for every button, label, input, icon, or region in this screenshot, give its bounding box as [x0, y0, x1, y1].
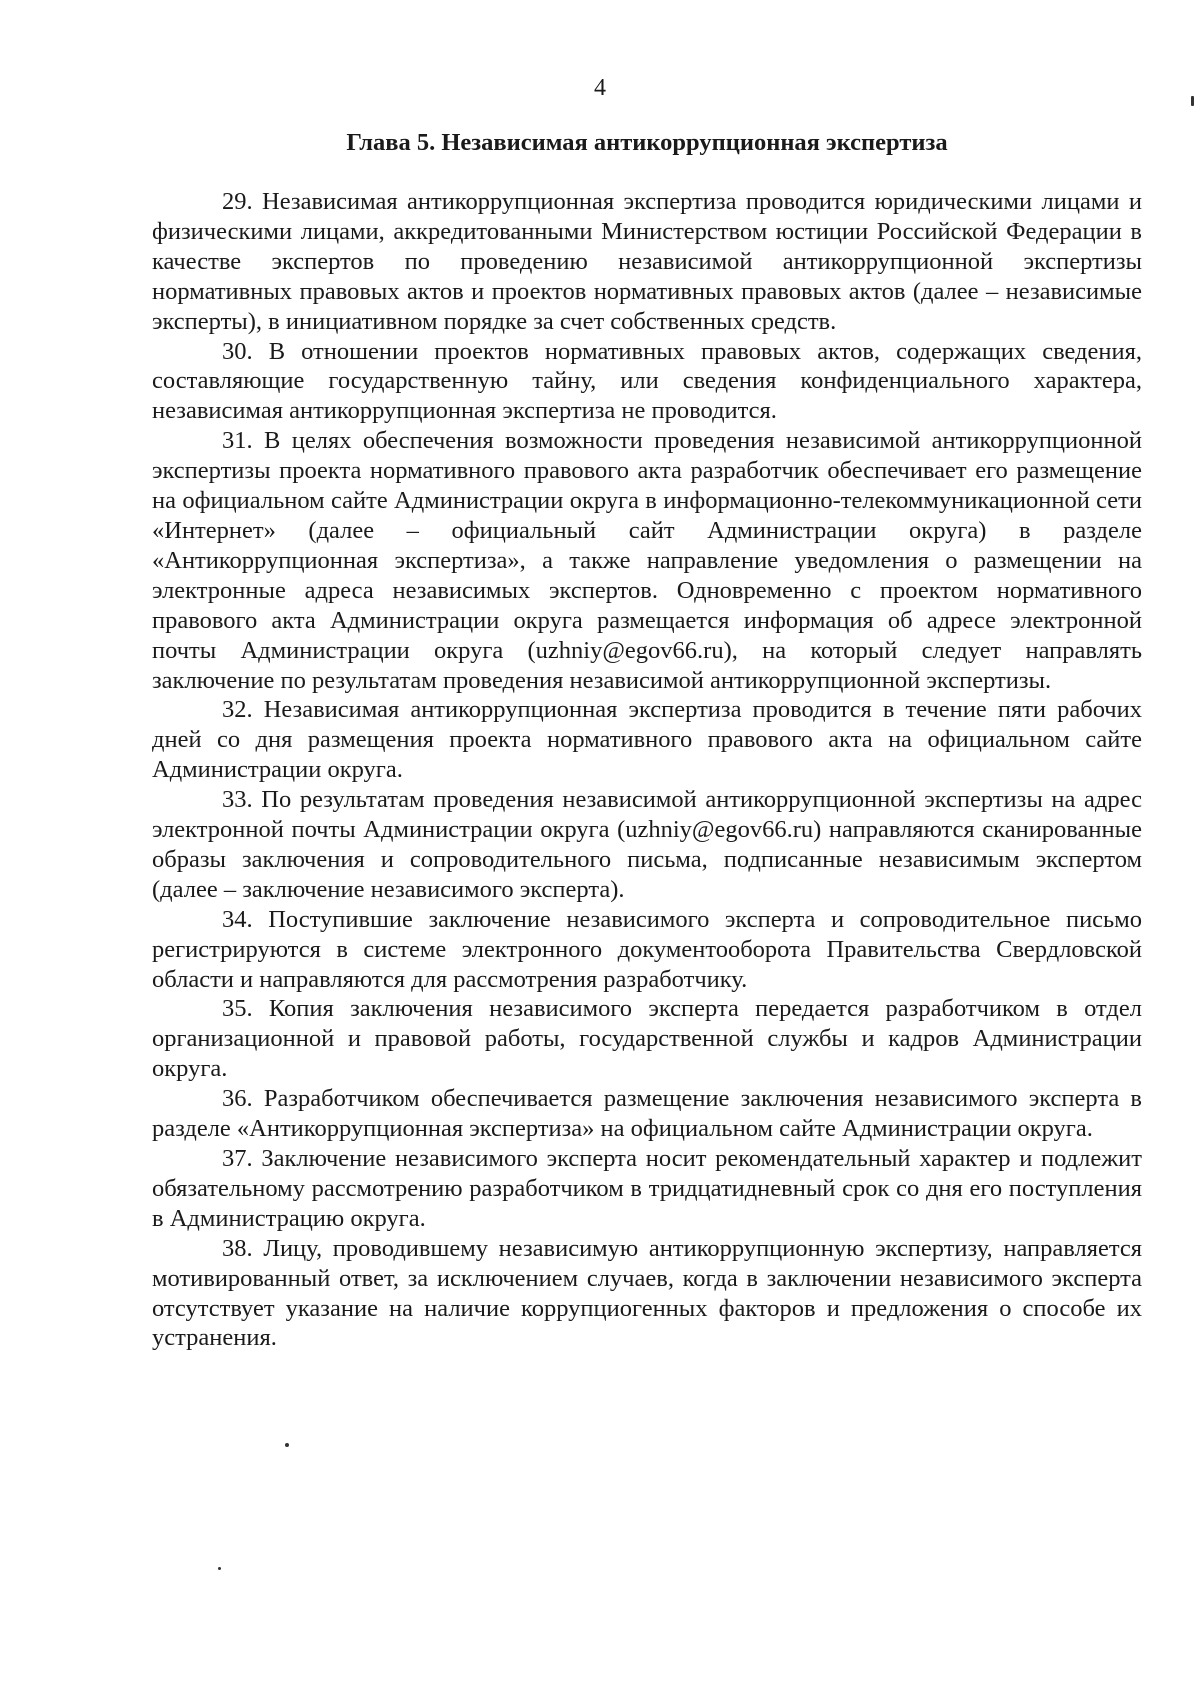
clause-34: 34. Поступившие заключение независимого эксперта и сопроводительное письмо регистрируются в системе электронного документооборота Правительства Свердловской области и направляются для рассмотрения разработчику. — [152, 905, 1142, 993]
scan-speck — [285, 1443, 289, 1447]
scan-speck — [218, 1567, 221, 1570]
chapter-body — [152, 187, 1142, 1353]
clause-31: 31. В целях обеспечения возможности проведения независимой антикоррупционной экспертизы проекта нормативного правового акта разработчик обеспечивает его размещение на официальном сайте Администрации округа в информационно-телекоммуникационной сети «Интернет» (далее – официальный сайт Администрации округа) в разделе «Антикоррупционная экспертиза», а также направление уведомления о размещении на электронные адреса независимых экспертов. Одновременно с проектом нормативного правового акта Администрации округа размещается информация об адресе электронной почты Администрации округа (uzhniy@egov66.ru), на который следует направлять заключение по результатам проведения независимой антикоррупционной экспертизы. — [152, 427, 1142, 694]
clause-32: 32. Независимая антикоррупционная экспертиза проводится в течение пяти рабочих дней со дня размещения проекта нормативного правового акта на официальном сайте Администрации округа. — [152, 696, 1142, 784]
clause-36: 36. Разработчиком обеспечивается размещение заключения независимого эксперта в разделе «Антикоррупционная экспертиза» на официальном сайте Администрации округа. — [152, 1085, 1142, 1143]
clause-29: 29. Независимая антикоррупционная экспертиза проводится юридическими лицами и физическими лицами, аккредитованными Министерством юстиции Российской Федерации в качестве экспертов по проведению независимой антикоррупционной экспертизы нормативных правовых актов и проектов нормативных правовых актов (далее – независимые эксперты), в инициативном порядке за счет собственных средств. — [152, 188, 1142, 335]
clause-30: 30. В отношении проектов нормативных правовых актов, содержащих сведения, составляющие государственную тайну, или сведения конфиденциального характера, независимая антикоррупционная экспертиза не проводится. — [152, 337, 1142, 425]
clause-35: 35. Копия заключения независимого эксперта передается разработчиком в отдел организационной и правовой работы, государственной службы и кадров Администрации округа. — [152, 995, 1142, 1083]
clause-38: 38. Лицу, проводившему независимую антикоррупционную экспертизу, направляется мотивированный ответ, за исключением случаев, когда в заключении независимого эксперта отсутствует указание на наличие коррупциогенных факторов и предложения о способе их устранения. — [152, 1234, 1142, 1352]
clause-33: 33. По результатам проведения независимой антикоррупционной экспертизы на адрес электронной почты Администрации округа (uzhniy@egov66.ru) направляются сканированные образы заключения и сопроводительного письма, подписанные независимым экспертом (далее – заключение независимого эксперта). — [152, 786, 1142, 903]
scan-speck — [1191, 96, 1194, 106]
chapter-title: Глава 5. Независимая антикоррупционная экспертиза — [346, 129, 948, 156]
page-number: 4 — [594, 75, 606, 101]
clause-37: 37. Заключение независимого эксперта носит рекомендательный характер и подлежит обязательному рассмотрению разработчиком в тридцатидневный срок со дня его поступления в Администрацию округа. — [152, 1145, 1142, 1232]
